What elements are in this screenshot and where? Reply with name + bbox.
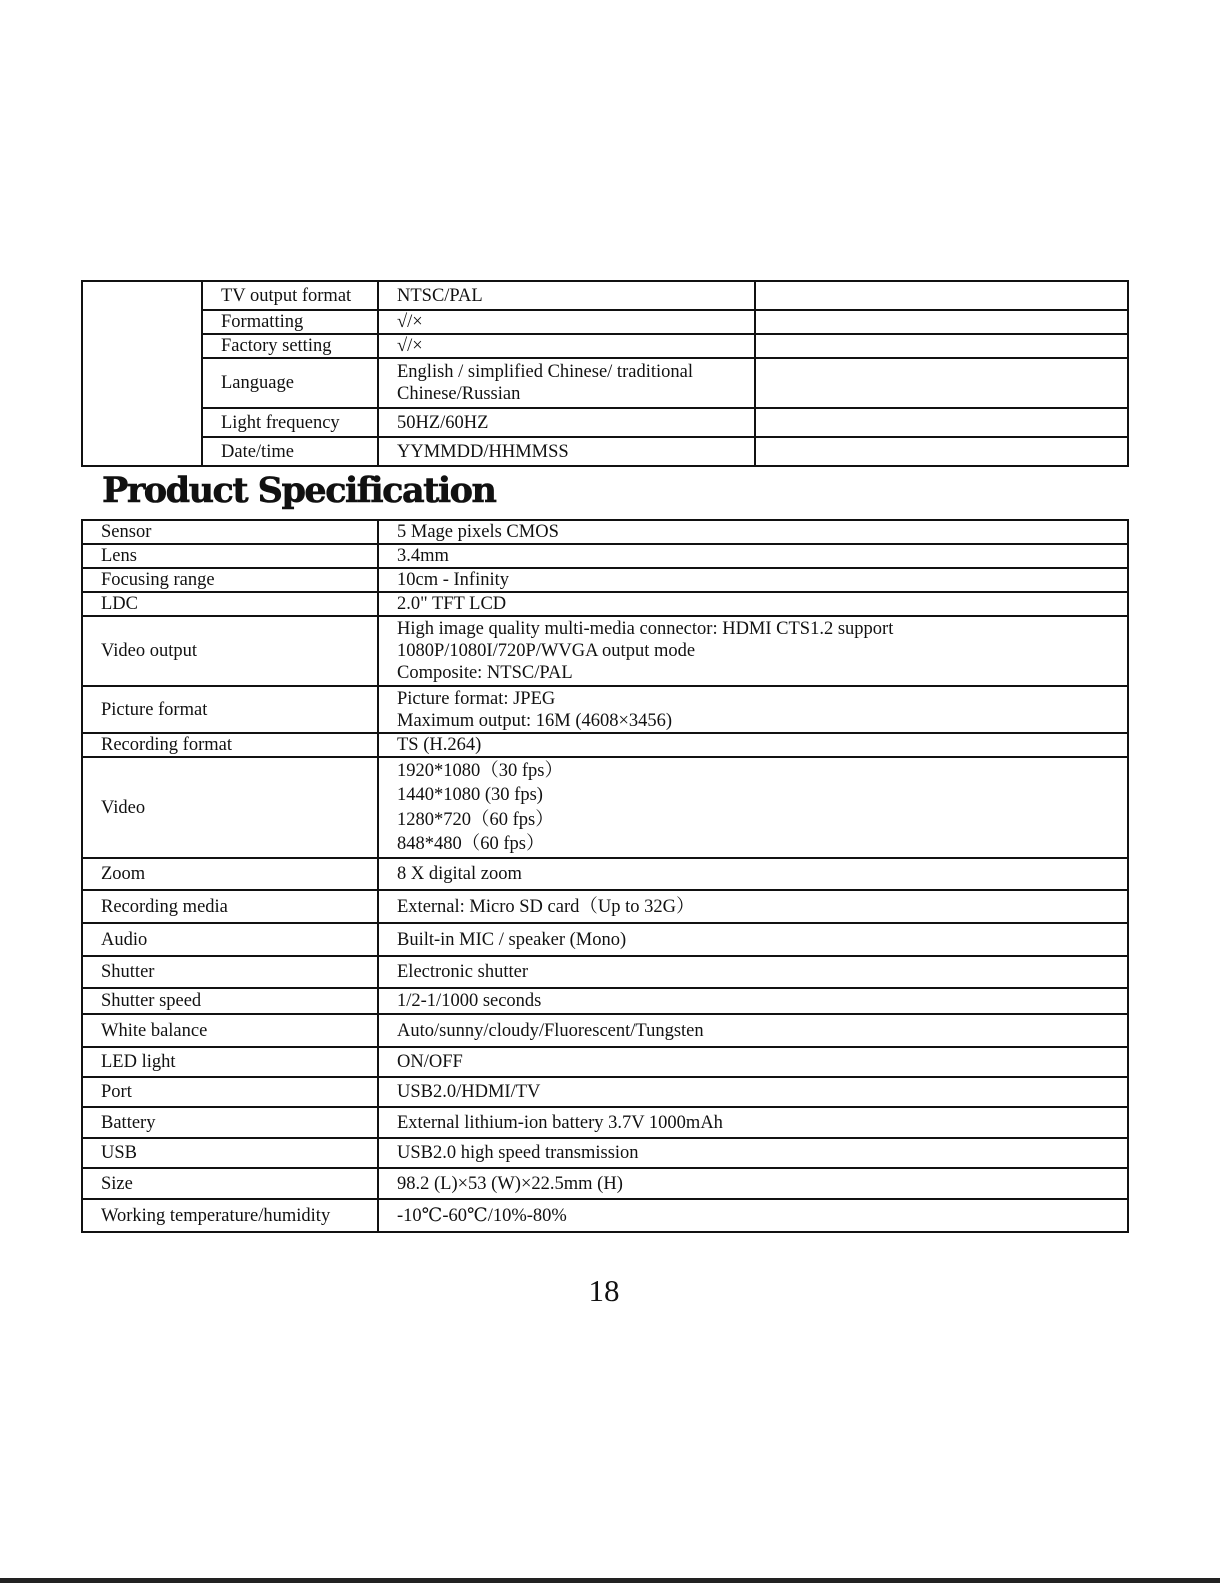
spec-value: -10℃-60℃/10%-80% xyxy=(378,1199,1128,1232)
table-row xyxy=(82,592,1128,616)
spec-value: External lithium-ion battery 3.7V 1000mAh xyxy=(378,1107,1128,1138)
spec-label: Video output xyxy=(82,616,378,686)
spec-value xyxy=(378,686,1128,733)
table-row xyxy=(82,568,1128,592)
spec-label: Recording media xyxy=(82,890,378,923)
table-row xyxy=(82,686,1128,733)
spec-label: Size xyxy=(82,1168,378,1199)
spec-label: Working temperature/humidity xyxy=(82,1199,378,1232)
table-row xyxy=(82,733,1128,757)
table-row xyxy=(82,334,1128,358)
empty-cell xyxy=(755,408,1128,437)
setting-label: Formatting xyxy=(202,310,378,334)
spec-value: 98.2 (L)×53 (W)×22.5mm (H) xyxy=(378,1168,1128,1199)
value-line: Chinese/Russian xyxy=(397,384,521,404)
value-line: Picture format: JPEG xyxy=(397,688,556,709)
setting-value: YYMMDD/HHMMSS xyxy=(378,437,755,466)
spec-label: Shutter xyxy=(82,956,378,988)
table-row xyxy=(82,1168,1128,1199)
empty-cell xyxy=(755,310,1128,334)
spec-label: LED light xyxy=(82,1047,378,1077)
table-row xyxy=(82,1138,1128,1168)
spec-label: Video xyxy=(82,757,378,858)
table-row xyxy=(82,1077,1128,1107)
setting-value: √/× xyxy=(378,310,755,334)
value-line: Composite: NTSC/PAL xyxy=(397,663,573,683)
value-line: 1080P/1080I/720P/WVGA output mode xyxy=(397,641,696,661)
setting-label: Light frequency xyxy=(202,408,378,437)
table-row xyxy=(82,358,1128,408)
table-row xyxy=(82,1107,1128,1138)
spec-value: External: Micro SD card（Up to 32G） xyxy=(378,890,1128,923)
setting-value: 50HZ/60HZ xyxy=(378,408,755,437)
empty-cell xyxy=(755,358,1128,408)
spec-label: LDC xyxy=(82,592,378,616)
spec-value: USB2.0 high speed transmission xyxy=(378,1138,1128,1168)
table-row xyxy=(82,956,1128,988)
table-row xyxy=(82,310,1128,334)
spec-label: Port xyxy=(82,1077,378,1107)
spec-value: ON/OFF xyxy=(378,1047,1128,1077)
spec-label: Zoom xyxy=(82,858,378,890)
table-row xyxy=(82,408,1128,437)
value-line: High image quality multi-media connector: HDMI CTS1.2 support xyxy=(397,619,894,639)
section-title: Product Specification xyxy=(102,470,496,511)
value-line: English / simplified Chinese/ traditional xyxy=(397,362,693,382)
empty-cell xyxy=(755,281,1128,310)
merged-blank-cell xyxy=(82,281,202,466)
value-line: 1920*1080（30 fps） xyxy=(397,760,563,781)
spec-value: 8 X digital zoom xyxy=(378,858,1128,890)
table-row xyxy=(82,616,1128,686)
spec-label: Lens xyxy=(82,544,378,568)
spec-label: Picture format xyxy=(82,686,378,733)
table-row xyxy=(82,858,1128,890)
settings-table xyxy=(81,280,1129,467)
value-line: 848*480（60 fps） xyxy=(397,834,545,854)
table-row xyxy=(82,1014,1128,1047)
spec-value: 2.0" TFT LCD xyxy=(378,592,1128,616)
spec-value: 3.4mm xyxy=(378,544,1128,568)
spec-label: White balance xyxy=(82,1014,378,1047)
spec-value: Auto/sunny/cloudy/Fluorescent/Tungsten xyxy=(378,1014,1128,1047)
table-row xyxy=(82,544,1128,568)
value-line: Maximum output: 16M (4608×3456) xyxy=(397,710,673,731)
spec-value xyxy=(378,757,1128,858)
spec-value: Built-in MIC / speaker (Mono) xyxy=(378,923,1128,956)
table-row xyxy=(82,923,1128,956)
spec-label: USB xyxy=(82,1138,378,1168)
setting-label: Factory setting xyxy=(202,334,378,358)
value-line: 1280*720（60 fps） xyxy=(397,809,554,830)
setting-label: Language xyxy=(202,358,378,408)
table-row xyxy=(82,988,1128,1014)
spec-value: 1/2-1/1000 seconds xyxy=(378,988,1128,1014)
spec-value: TS (H.264) xyxy=(378,733,1128,757)
bottom-edge-rule xyxy=(0,1578,1220,1583)
empty-cell xyxy=(755,334,1128,358)
spec-label: Sensor xyxy=(82,520,378,544)
spec-label: Recording format xyxy=(82,733,378,757)
spec-table xyxy=(81,519,1129,1233)
setting-value: √/× xyxy=(378,334,755,358)
spec-value: Electronic shutter xyxy=(378,956,1128,988)
table-row xyxy=(82,1199,1128,1232)
table-row xyxy=(82,757,1128,858)
table-row xyxy=(82,281,1128,310)
page-number: 18 xyxy=(588,1273,620,1308)
spec-label: Audio xyxy=(82,923,378,956)
spec-label: Battery xyxy=(82,1107,378,1138)
table-row xyxy=(82,520,1128,544)
empty-cell xyxy=(755,437,1128,466)
table-row xyxy=(82,890,1128,923)
setting-label: TV output format xyxy=(202,281,378,310)
table-row xyxy=(82,437,1128,466)
table-row xyxy=(82,1047,1128,1077)
setting-value: NTSC/PAL xyxy=(378,281,755,310)
spec-label: Focusing range xyxy=(82,568,378,592)
value-line: 1440*1080 (30 fps) xyxy=(397,785,543,805)
setting-label: Date/time xyxy=(202,437,378,466)
spec-value: USB2.0/HDMI/TV xyxy=(378,1077,1128,1107)
setting-value xyxy=(378,358,755,408)
spec-label: Shutter speed xyxy=(82,988,378,1014)
spec-value: 5 Mage pixels CMOS xyxy=(378,520,1128,544)
spec-value xyxy=(378,616,1128,686)
spec-value: 10cm - Infinity xyxy=(378,568,1128,592)
